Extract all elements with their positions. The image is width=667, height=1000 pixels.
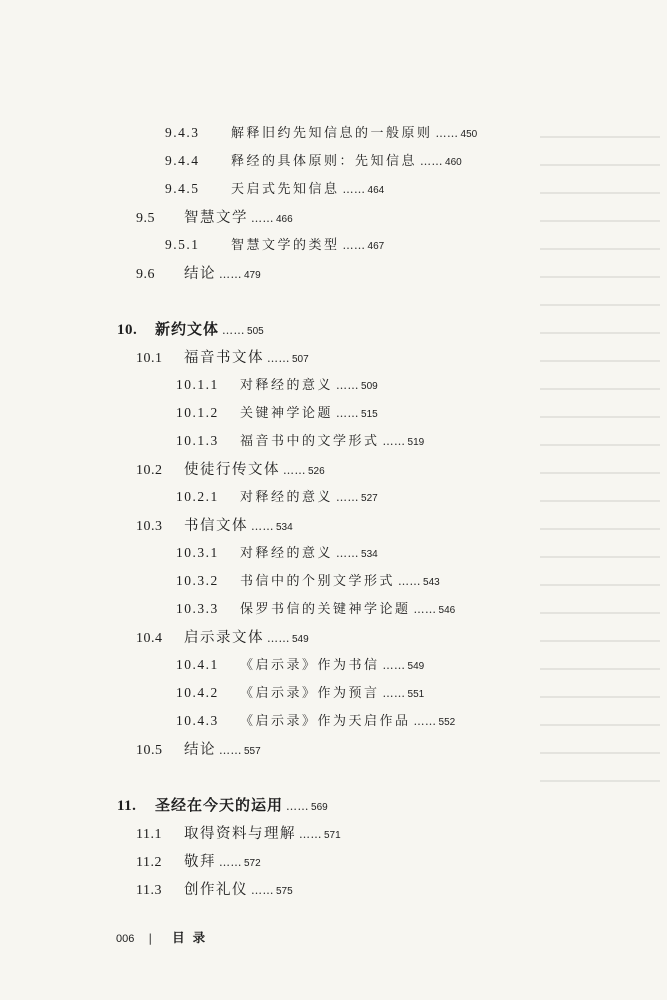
section-number: 9.4.4	[165, 153, 200, 168]
toc-entry-9-4-3[interactable]	[165, 122, 477, 141]
section-title: 释经的具体原则：先知信息	[231, 154, 418, 169]
toc-entry-10-1[interactable]	[136, 346, 309, 367]
section-title: 取得资料与理解	[184, 826, 296, 842]
section-title: 保罗书信的关键神学论题	[240, 602, 411, 617]
toc-entry-9-5[interactable]	[136, 206, 293, 227]
leader-dots: ……	[267, 352, 290, 365]
toc-entry-10-1-2[interactable]	[176, 402, 378, 421]
chapter-number: 10.	[117, 322, 138, 338]
leader-dots: ……	[283, 464, 306, 477]
leader-dots: ……	[219, 268, 242, 281]
section-number: 11.2	[136, 855, 162, 870]
page-number: 519	[407, 437, 425, 448]
section-number: 10.1.1	[176, 377, 219, 392]
section-number: 10.4.2	[176, 685, 219, 700]
toc-entry-9-4-4[interactable]	[165, 150, 462, 169]
section-title: 智慧文学的类型	[231, 238, 340, 253]
section-title: 智慧文学	[184, 210, 248, 226]
section-number: 10.3.3	[176, 601, 219, 616]
toc-entry-10-3-3[interactable]	[176, 598, 455, 617]
leader-dots: ……	[336, 547, 360, 560]
page-number: 549	[292, 634, 309, 645]
bleed-through-text	[540, 110, 660, 870]
section-title: 书信中的个别文学形式	[240, 574, 396, 589]
toc-entry-10-2-1[interactable]	[176, 486, 378, 505]
page-number: 505	[247, 326, 264, 337]
section-number: 11.1	[136, 827, 162, 842]
page-number: 534	[276, 522, 293, 533]
leader-dots: ……	[222, 324, 246, 337]
section-number: 9.5	[136, 211, 155, 226]
footer-page-number: 006	[116, 933, 135, 945]
page-number: 572	[244, 858, 261, 869]
section-title: 《启示录》作为书信	[240, 658, 380, 673]
section-number: 10.2.1	[176, 489, 219, 504]
page-number: 571	[324, 830, 341, 841]
toc-entry-9-5-1[interactable]	[165, 234, 384, 253]
section-number: 10.1.3	[176, 433, 219, 448]
toc-entry-10-4-2[interactable]	[176, 682, 424, 701]
leader-dots: ……	[413, 715, 437, 728]
footer-running-title: 目录	[172, 930, 214, 945]
section-number: 9.5.1	[165, 237, 200, 252]
leader-dots: ……	[251, 520, 274, 533]
section-title: 《启示录》作为预言	[240, 686, 380, 701]
page-number: 552	[438, 717, 456, 728]
page-number: 509	[361, 381, 378, 392]
leader-dots: ……	[336, 407, 360, 420]
section-title: 书信文体	[184, 518, 248, 534]
page-number: 543	[423, 577, 440, 588]
section-title: 对释经的意义	[240, 490, 334, 505]
toc-entry-10-5[interactable]	[136, 738, 261, 759]
page-number: 527	[361, 493, 378, 504]
page-number: 575	[276, 886, 293, 897]
page-number: 460	[445, 157, 462, 168]
page-number: 546	[438, 605, 456, 616]
page-footer	[116, 928, 213, 946]
section-number: 10.2	[136, 463, 163, 478]
leader-dots: ……	[267, 632, 290, 645]
section-title: 福音书文体	[184, 350, 264, 366]
section-number: 9.4.5	[165, 181, 200, 196]
page-number: 557	[244, 746, 261, 757]
leader-dots: ……	[382, 435, 406, 448]
section-number: 10.3	[136, 519, 163, 534]
section-title: 敬拜	[184, 854, 216, 870]
toc-entry-10-1-3[interactable]	[176, 430, 424, 449]
section-number: 10.3.2	[176, 573, 219, 588]
leader-dots: ……	[342, 183, 366, 196]
leader-dots: ……	[219, 744, 242, 757]
page-number: 569	[311, 802, 328, 813]
section-title: 关键神学论题	[240, 406, 334, 421]
section-title: 《启示录》作为天启作品	[240, 714, 411, 729]
section-title: 天启式先知信息	[231, 182, 340, 197]
section-title: 福音书中的文学形式	[240, 434, 380, 449]
section-number: 9.4.3	[165, 125, 200, 140]
page-number: 515	[361, 409, 378, 420]
page-number: 450	[460, 129, 478, 140]
toc-entry-11-2[interactable]	[136, 850, 261, 871]
leader-dots: ……	[435, 127, 459, 140]
toc-entry-9-4-5[interactable]	[165, 178, 384, 197]
section-title: 创作礼仪	[184, 882, 248, 898]
toc-entry-11-1[interactable]	[136, 822, 341, 843]
page-number: 464	[367, 185, 385, 196]
page-number: 466	[276, 214, 293, 225]
section-number: 10.1.2	[176, 405, 219, 420]
toc-entry-10-4-1[interactable]	[176, 654, 424, 673]
page-number: 526	[308, 466, 325, 477]
leader-dots: ……	[420, 155, 444, 168]
leader-dots: ……	[251, 884, 274, 897]
page-number: 479	[244, 270, 261, 281]
toc-entry-9-6[interactable]	[136, 262, 261, 283]
leader-dots: ……	[382, 687, 406, 700]
toc-entry-10-3-1[interactable]	[176, 542, 378, 561]
section-number: 10.3.1	[176, 545, 219, 560]
leader-dots: ……	[299, 828, 322, 841]
leader-dots: ……	[251, 212, 274, 225]
leader-dots: ……	[286, 800, 310, 813]
leader-dots: ……	[342, 239, 366, 252]
section-number: 11.3	[136, 883, 162, 898]
leader-dots: ……	[398, 575, 422, 588]
section-title: 解释旧约先知信息的一般原则	[231, 126, 433, 141]
page-number: 549	[407, 661, 425, 672]
section-title: 结论	[184, 266, 216, 282]
toc-chapter-11[interactable]	[117, 794, 328, 815]
page-number: 467	[367, 241, 385, 252]
toc-entry-10-2[interactable]	[136, 458, 325, 479]
leader-dots: ……	[219, 856, 242, 869]
section-number: 9.6	[136, 267, 155, 282]
leader-dots: ……	[336, 379, 360, 392]
chapter-title: 圣经在今天的运用	[155, 796, 284, 814]
section-title: 对释经的意义	[240, 378, 334, 393]
toc-chapter-10[interactable]	[117, 318, 264, 339]
section-number: 10.4.1	[176, 657, 219, 672]
page-number: 507	[292, 354, 309, 365]
section-title: 使徒行传文体	[184, 462, 280, 478]
section-number: 10.4	[136, 631, 163, 646]
toc-entry-10-4[interactable]	[136, 626, 309, 647]
section-number: 10.1	[136, 351, 163, 366]
section-number: 10.5	[136, 743, 163, 758]
toc-entry-10-3[interactable]	[136, 514, 293, 535]
chapter-title: 新约文体	[155, 320, 220, 338]
section-title: 结论	[184, 742, 216, 758]
toc-entry-10-4-3[interactable]	[176, 710, 455, 729]
page-number: 534	[361, 549, 378, 560]
toc-entry-11-3[interactable]	[136, 878, 293, 899]
toc-entry-10-3-2[interactable]	[176, 570, 440, 589]
section-title: 启示录文体	[184, 630, 264, 646]
leader-dots: ……	[382, 659, 406, 672]
leader-dots: ……	[413, 603, 437, 616]
page-number: 551	[407, 689, 425, 700]
footer-separator: |	[148, 932, 153, 945]
section-number: 10.4.3	[176, 713, 219, 728]
section-title: 对释经的意义	[240, 546, 334, 561]
chapter-number: 11.	[117, 798, 137, 814]
leader-dots: ……	[336, 491, 360, 504]
toc-entry-10-1-1[interactable]	[176, 374, 378, 393]
